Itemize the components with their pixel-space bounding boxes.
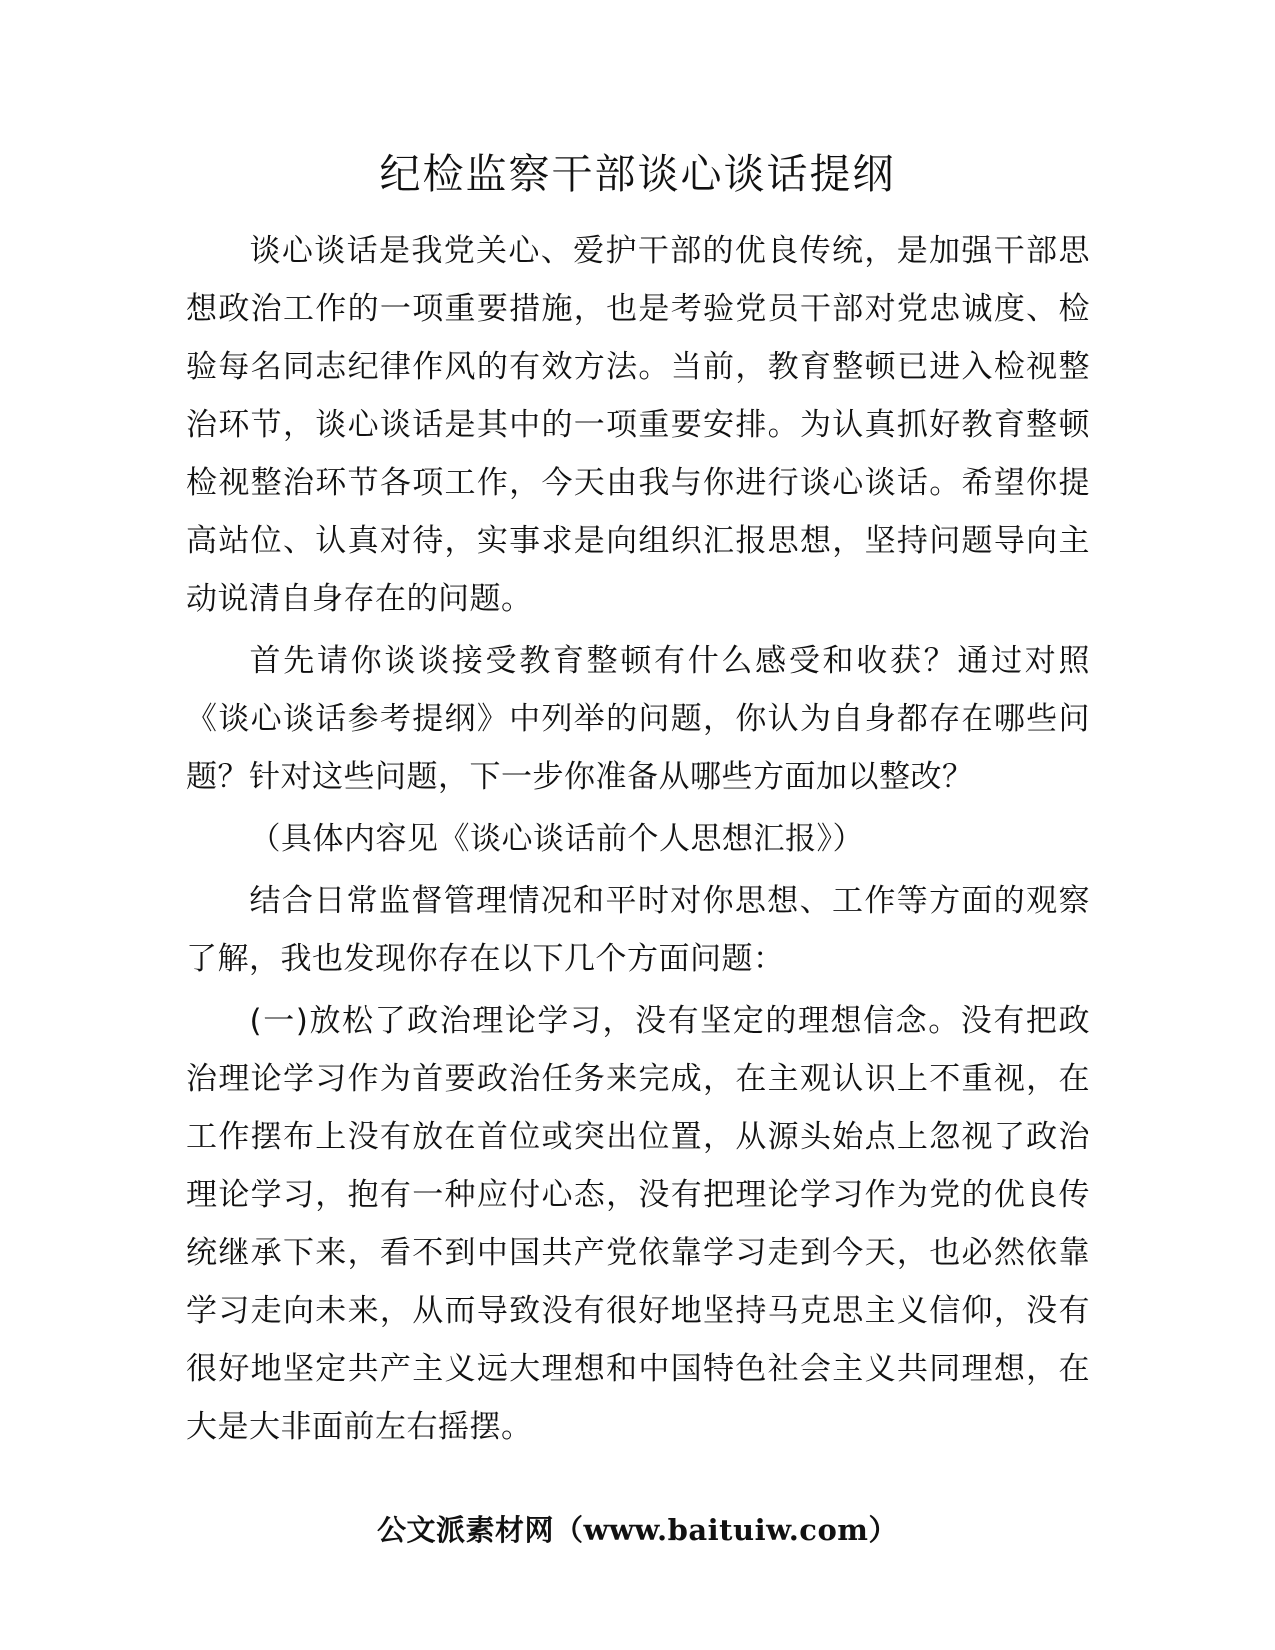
paragraph-questions: 首先请你谈谈接受教育整顿有什么感受和收获？通过对照《谈心谈话参考提纲》中列举的问题，你认为自身都存在哪些问题？针对这些问题，下一步你准备从哪些方面加以整改？ <box>186 643 1090 795</box>
paragraph-issue-one: (一)放松了政治理论学习，没有坚定的理想信念。没有把政治理论学习作为首要政治任务来完成，在主观认识上不重视，在工作摆布上没有放在首位或突出位置，从源头始点上忽视了政治理论学习，抱有一种应付心态，没有把理论学习作为党的优良传统继承下来，看不到中国共产党依靠学习走到今天，也必然依靠学习走向未来，从而导致没有很好地坚持马克思主义信仰，没有很好地坚定共产主义远大理想和中国特色社会主义共同理想，在大是大非面前左右摇摆。 <box>186 1003 1090 1445</box>
paragraph-reference-note: （具体内容见《谈心谈话前个人思想汇报》） <box>249 821 865 857</box>
paragraph-intro: 谈心谈话是我党关心、爱护干部的优良传统，是加强干部思想政治工作的一项重要措施，也是考验党员干部对党忠诚度、检验每名同志纪律作风的有效方法。当前，教育整顿已进入检视整治环节，谈心谈话是其中的一项重要安排。为认真抓好教育整顿检视整治环节各项工作，今天由我与你进行谈心谈话。希望你提高站位、认真对待，实事求是向组织汇报思想，坚持问题导向主动说清自身存在的问题。 <box>186 233 1090 617</box>
paragraph-observations: 结合日常监督管理情况和平时对你思想、工作等方面的观察了解，我也发现你存在以下几个方面问题： <box>186 883 1090 977</box>
document-title: 纪检监察干部谈心谈话提纲 <box>379 150 896 198</box>
document-body <box>186 222 1090 1460</box>
source-footer: 公文派素材网（www.baituiw.com） <box>377 1513 898 1547</box>
